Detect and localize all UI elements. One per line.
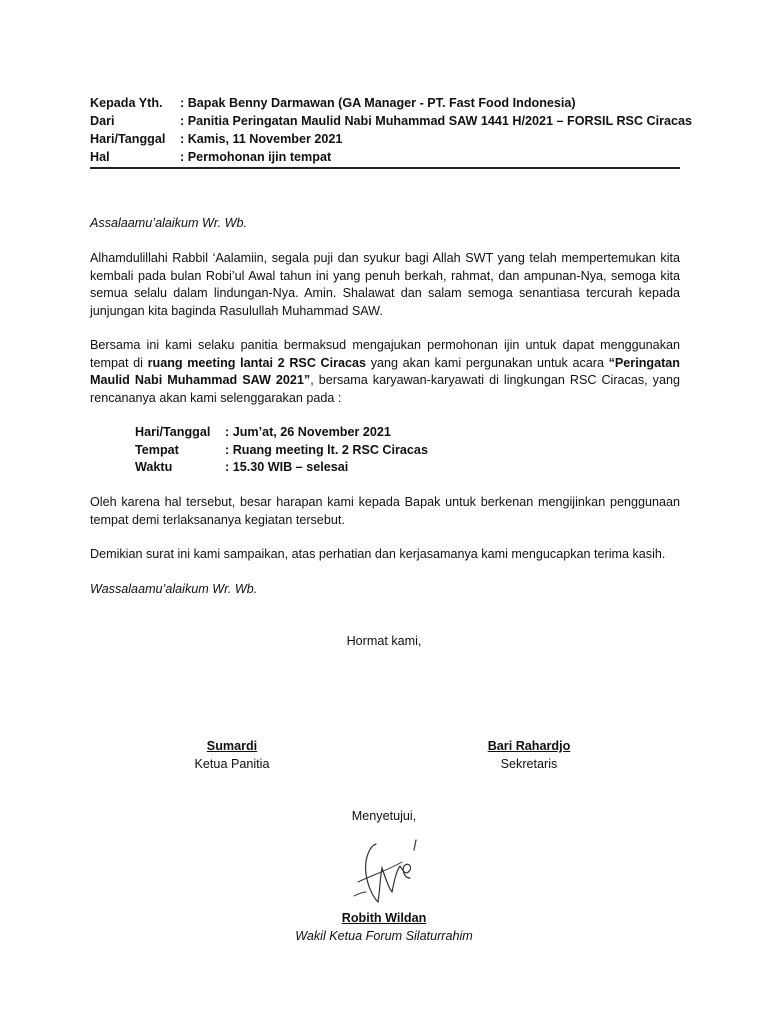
detail-row-time — [135, 459, 428, 477]
header-row-date — [90, 130, 690, 148]
approver-name-text: Robith Wildan — [341, 911, 427, 925]
paragraph-closing: Demikian surat ini kami sampaikan, atas perhatian dan kerjasamanya kami mengucapkan terima kasih. — [90, 547, 666, 561]
detail-value: : Ruang meeting lt. 2 RSC Ciracas — [225, 442, 428, 457]
detail-label: Waktu — [135, 460, 173, 475]
hormat-kami: Hormat kami, — [346, 634, 422, 648]
closing-salutation: Wassalaamu’alaikum Wr. Wb. — [90, 582, 258, 596]
signer-left-name — [182, 738, 282, 756]
paragraph-hope: Oleh karena hal tersebut, besar harapan kami kepada Bapak untuk berkenan mengijinkan penggunaan tempat demi terlaksananya kegiatan tersebut. — [90, 495, 680, 527]
header-value: : Bapak Benny Darmawan (GA Manager - PT. Fast Food Indonesia) — [180, 96, 576, 110]
signer-name: Bari Rahardjo — [487, 739, 571, 753]
handwritten-signature — [340, 832, 430, 912]
detail-value: : Jum’at, 26 November 2021 — [225, 425, 391, 439]
menyetujui: Menyetujui, — [351, 809, 417, 823]
event-details — [135, 424, 428, 477]
header-row-recipient — [90, 94, 690, 112]
header-value: : Permohonan ijin tempat — [180, 150, 332, 164]
header-divider — [90, 167, 680, 169]
signer-name: Sumardi — [206, 739, 258, 753]
request-event: “Peringatan Maulid Nabi Muhammad SAW 2021” — [90, 355, 680, 388]
detail-label: Tempat — [135, 442, 179, 457]
paragraph-opening: Alhamdulillahi Rabbil ‘Aalamiin, segala puji dan syukur bagi Allah SWT yang telah mempertemukan kita kembali pada bulan Robi’ul Awal tahun ini yang penuh berkah, rahmat, dan ampunan-Nya, semoga kita semua selalu dalam lindungan-Nya. Amin. Shalawat dan salam semoga senantiasa tercurah kepada junjungan kita baginda Rasulullah Muhammad SAW. — [90, 251, 680, 318]
signer-left-role: Ketua Panitia — [194, 757, 270, 771]
greeting: Assalaamu’alaikum Wr. Wb. — [90, 216, 247, 230]
request-text: Bersama ini kami selaku panitia bermaksud mengajukan permohonan ijin untuk dapat menggunakan tempat di — [90, 338, 680, 370]
request-text: , bersama karyawan-karyawati di lingkungan RSC Ciracas, yang rencananya akan kami selenggarakan pada : — [90, 373, 680, 405]
header-label: Kepada Yth. — [90, 96, 163, 110]
header-row-sender — [90, 112, 693, 130]
header-row-subject — [90, 148, 690, 166]
approver-role: Wakil Ketua Forum Silaturrahim — [295, 929, 473, 943]
approver-name — [284, 910, 484, 928]
detail-row-place — [135, 442, 428, 460]
header-label: Hari/Tanggal — [90, 132, 166, 146]
header-label: Hal — [90, 150, 110, 164]
detail-label: Hari/Tanggal — [135, 425, 211, 439]
letter-header — [90, 94, 693, 166]
request-location: ruang meeting lantai 2 RSC Ciracas — [147, 355, 367, 370]
detail-row-date — [135, 424, 428, 442]
paragraph-request — [90, 337, 680, 407]
request-text: yang akan kami pergunakan untuk acara — [366, 355, 609, 370]
signer-right-role: Sekretaris — [500, 757, 558, 771]
header-label: Dari — [90, 114, 115, 128]
signer-right-name — [479, 738, 579, 756]
detail-value: : 15.30 WIB – selesai — [225, 460, 349, 475]
header-value: : Panitia Peringatan Maulid Nabi Muhammad SAW 1441 H/2021 – FORSIL RSC Ciracas — [180, 114, 693, 128]
header-value: : Kamis, 11 November 2021 — [180, 132, 343, 146]
